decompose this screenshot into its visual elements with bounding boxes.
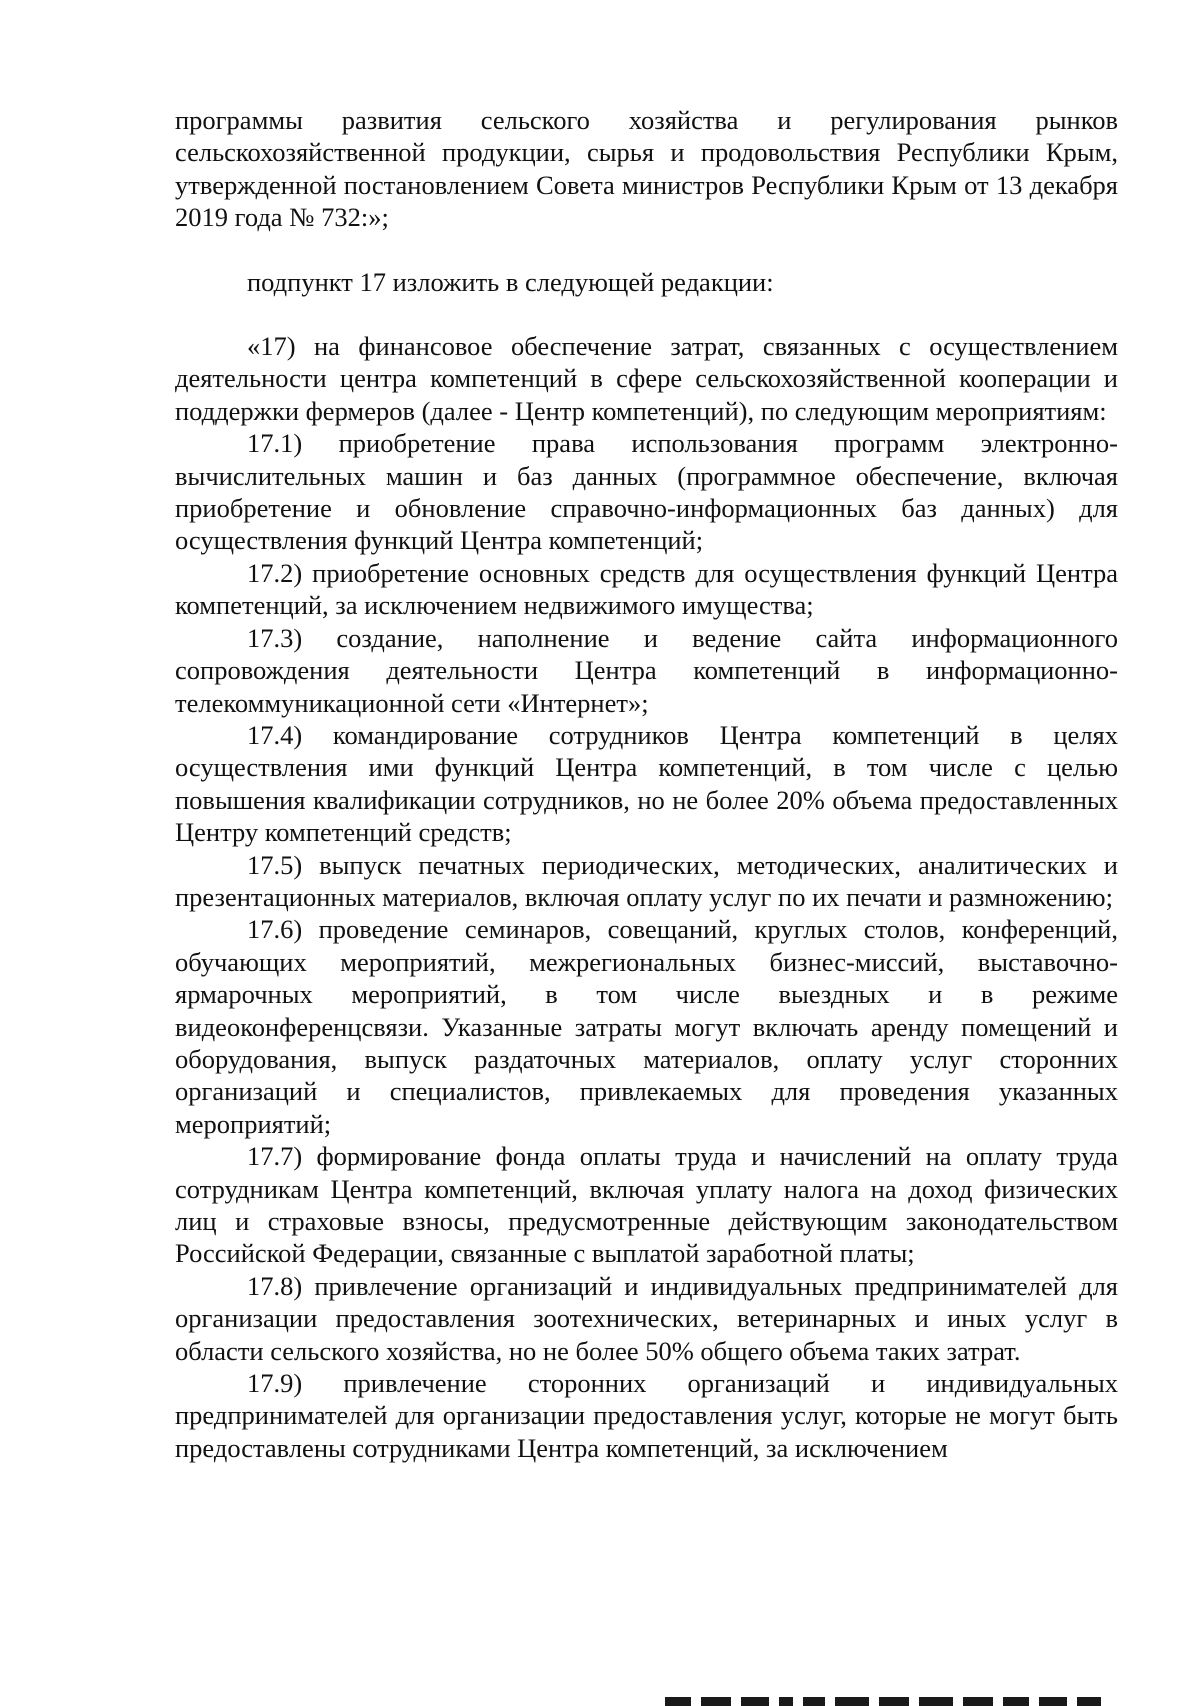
paragraph-17: «17) на финансовое обеспечение затрат, связанных с осуществлением деятельности центра компетенций в сфере сельскохозяйственной кооперации и поддержки фермеров (далее - Центр компетенций), по следующим мероприятиям:: [175, 331, 1118, 426]
paragraph-continuation: программы развития сельского хозяйства и регулирования рынков сельскохозяйственной продукции, сырья и продовольствия Республики Крым, утвержденной постановлением Совета министров Республики Крым от 13 декабря 2019 года № 732:»;: [175, 105, 1118, 233]
bottom-mark: [803, 1697, 825, 1706]
paragraph-17-5: 17.5) выпуск печатных периодических, методических, аналитических и презентационных материалов, включая оплату услуг по их печати и размножению;: [175, 849, 1118, 912]
paragraph-17-3: 17.3) создание, наполнение и ведение сайта информационного сопровождения деятельности Центра компетенций в информационно-телекоммуникационной сети «Интернет»;: [175, 622, 1118, 718]
paragraph-subpoint-intro: подпункт 17 изложить в следующей редакции:: [247, 266, 774, 297]
bottom-mark: [665, 1697, 691, 1706]
paragraph-17-9: 17.9) привлечение сторонних организаций и индивидуальных предпринимателей для организации предоставления услуг, которые не могут быть предоставлены сотрудниками Центра компетенций, за исключением: [175, 1368, 1118, 1463]
bottom-mark: [741, 1697, 769, 1706]
paragraph-17-2: 17.2) приобретение основных средств для осуществления функций Центра компетенций, за исключением недвижимого имущества;: [175, 557, 1118, 621]
bottom-mark: [835, 1697, 869, 1706]
bottom-mark: [779, 1697, 793, 1706]
bottom-mark: [1077, 1697, 1101, 1706]
document-body: [175, 104, 1118, 1464]
bottom-mark: [963, 1697, 993, 1706]
paragraph-17-4: 17.4) командирование сотрудников Центра компетенций в целях осуществления ими функций Центра компетенций, в том числе с целью повышения квалификации сотрудников, но не более 20% объема предоставленных Центру компетенций средств;: [175, 719, 1118, 848]
bottom-mark: [879, 1697, 909, 1706]
bottom-mark: [919, 1697, 953, 1706]
page-bottom-marks: [665, 1694, 1185, 1706]
paragraph-17-8: 17.8) привлечение организаций и индивидуальных предпринимателей для организации предоставления зоотехнических, ветеринарных и иных услуг в области сельского хозяйства, но не более 50% общего объема таких затрат.: [175, 1270, 1118, 1366]
paragraph-17-1: 17.1) приобретение права использования программ электронно-вычислительных машин и баз данных (программное обеспечение, включая приобретение и обновление справочно-информационных баз данных) для осуществления функций Центра компетенций;: [175, 428, 1118, 556]
bottom-mark: [1003, 1697, 1029, 1706]
paragraph-17-6: 17.6) проведение семинаров, совещаний, круглых столов, конференций, обучающих мероприятий, межрегиональных бизнес-миссий, выставочно-ярмарочных мероприятий, в том числе выездных и в режиме видеоконференцсвязи. Указанные затраты могут включать аренду помещений и оборудования, выпуск раздаточных материалов, оплату услуг сторонних организаций и специалистов, привлекаемых для проведения указанных мероприятий;: [175, 914, 1118, 1139]
bottom-mark: [1039, 1697, 1067, 1706]
paragraph-17-7: 17.7) формирование фонда оплаты труда и начислений на оплату труда сотрудникам Центра компетенций, включая уплату налога на доход физических лиц и страховые взносы, предусмотренные действующим законодательством Российской Федерации, связанные с выплатой заработной платы;: [175, 1141, 1118, 1269]
bottom-mark: [701, 1697, 731, 1706]
